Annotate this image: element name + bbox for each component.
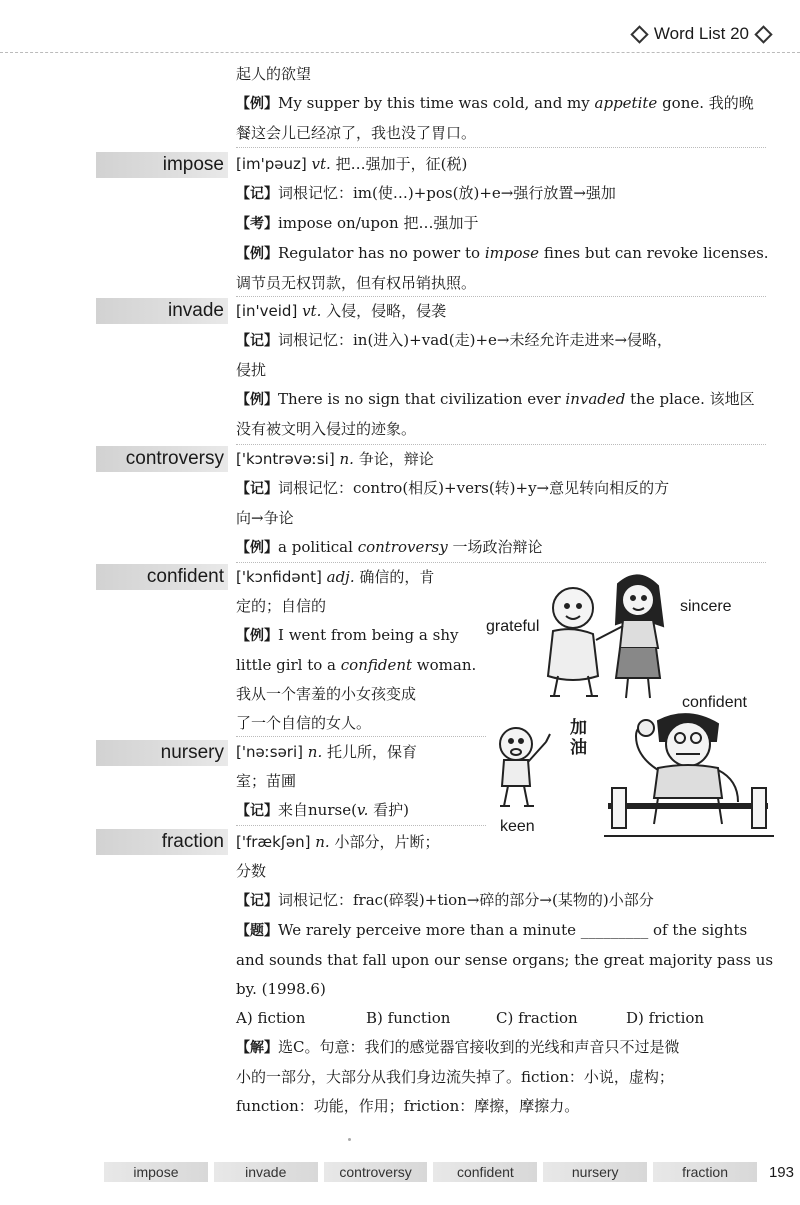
memory-line-cont: 侵扰: [236, 361, 267, 379]
word-list-label: Word List 20: [653, 24, 749, 43]
entry-impose: [236, 150, 769, 298]
definition-line: 起人的欲望: [236, 65, 312, 83]
footer-tab-confident: confident: [433, 1162, 537, 1182]
question-line-cont: and sounds that fall upon our sense organs; the great majority pass us: [236, 951, 774, 969]
explanation-line-cont: function：功能，作用；friction：摩擦，摩擦力。: [236, 1097, 580, 1115]
example-line: 【例】There is no sign that civilization ever invaded the place. 该地区: [236, 390, 755, 408]
entry-fraction: [236, 828, 774, 1121]
label-sincere: sincere: [680, 598, 732, 615]
headword-fraction: fraction: [96, 829, 228, 855]
example-translation: 了一个自信的女人。: [236, 714, 372, 732]
option-b: B) function: [366, 1009, 451, 1027]
headword-controversy: controversy: [96, 446, 228, 472]
example-translation: 调节员无权罚款，但有权吊销执照。: [236, 274, 477, 292]
entry-confident: [236, 563, 486, 738]
explanation-line-cont: 小的一部分，大部分从我们身边流失掉了。fiction：小说，虚构；: [236, 1068, 674, 1086]
option-d: D) friction: [626, 1009, 705, 1027]
example-translation: 我从一个害羞的小女孩变成: [236, 685, 417, 703]
question-line-cont: by. (1998.6): [236, 980, 326, 998]
explanation-line: 【解】选C。句意：我们的感觉器官接收到的光线和声音只不过是微: [236, 1038, 680, 1056]
option-c: C) fraction: [496, 1009, 578, 1027]
definition-cont: 定的；自信的: [236, 597, 327, 615]
entry-heading: ['frækʃən] n. 小部分，片断；: [236, 833, 440, 851]
cartoon-illustration: [488, 566, 778, 842]
headword-impose: impose: [96, 152, 228, 178]
footer-index: [104, 1160, 794, 1184]
headword-invade: invade: [96, 298, 228, 324]
entry-controversy: [236, 445, 766, 563]
memory-line-cont: 向→争论: [236, 509, 294, 527]
word-list-title: [633, 24, 770, 44]
label-jiayou: 加油: [570, 718, 587, 758]
entry-heading: ['kɔntrəvəːsi] n. 争论，辩论: [236, 450, 434, 468]
strongman-figure: [604, 714, 774, 836]
example-line: 【例】I went from being a shy: [236, 626, 459, 644]
headword-confident: confident: [96, 564, 228, 590]
page-number: 193: [768, 1163, 794, 1181]
memory-line: 【记】词根记忆：im(使…)+pos(放)+e→强行放置→强加: [236, 184, 616, 202]
entry-nursery: [236, 738, 486, 826]
divider: [236, 736, 486, 737]
example-translation: 没有被文明入侵过的迹象。: [236, 420, 417, 438]
option-a: A) fiction: [236, 1009, 306, 1027]
footer-tab-invade: invade: [214, 1162, 318, 1182]
diamond-icon: [754, 25, 772, 43]
definition-cont: 室；苗圃: [236, 772, 297, 790]
entry-heading: [in'veid] vt. 入侵，侵略，侵袭: [236, 302, 447, 320]
memory-line: 【记】词根记忆：in(进入)+vad(走)+e→未经允许走进来→侵略，: [236, 331, 673, 349]
divider: [236, 147, 766, 148]
grandma-figure: [548, 588, 598, 696]
page-dot: [348, 1138, 351, 1141]
page-header: [0, 0, 800, 53]
label-grateful: grateful: [486, 618, 540, 635]
definition-cont: 分数: [236, 862, 267, 880]
memory-line: 【记】词根记忆：contro(相反)+vers(转)+y→意见转向相反的方: [236, 479, 670, 497]
question-line: 【题】We rarely perceive more than a minute _________ of the sights: [236, 921, 748, 939]
divider: [236, 825, 486, 826]
answer-options: [236, 1004, 766, 1033]
label-confident: confident: [682, 694, 747, 711]
memory-line: 【记】来自nurse(v. 看护): [236, 801, 410, 819]
example-translation: 餐这会儿已经凉了，我也没了胃口。: [236, 124, 477, 142]
label-keen: keen: [500, 818, 535, 835]
young-woman-figure: [596, 575, 663, 698]
footer-tab-impose: impose: [104, 1162, 208, 1182]
example-line: 【例】My supper by this time was cold, and my appetite gone. 我的晚: [236, 94, 754, 112]
footer-tab-controversy: controversy: [324, 1162, 428, 1182]
footer-tab-fraction: fraction: [653, 1162, 757, 1182]
entry-heading: [im'pəuz] vt. 把…强加于，征(税): [236, 155, 468, 173]
keen-figure: [500, 728, 550, 806]
memory-line: 【记】词根记忆：frac(碎裂)+tion→碎的部分→(某物的)小部分: [236, 891, 654, 909]
appetite-continuation: [236, 60, 766, 148]
exam-line: 【考】impose on/upon 把…强加于: [236, 214, 479, 232]
entry-heading: ['nəːsəri] n. 托儿所，保育: [236, 743, 418, 761]
example-line: 【例】a political controversy 一场政治辩论: [236, 538, 543, 556]
example-line-cont: little girl to a confident woman.: [236, 656, 477, 674]
example-line: 【例】Regulator has no power to impose fines but can revoke licenses.: [236, 244, 769, 262]
entry-heading: ['kɔnfidənt] adj. 确信的，肯: [236, 568, 435, 586]
entry-invade: [236, 297, 766, 444]
footer-tab-nursery: nursery: [543, 1162, 647, 1182]
diamond-icon: [630, 25, 648, 43]
headword-nursery: nursery: [96, 740, 228, 766]
